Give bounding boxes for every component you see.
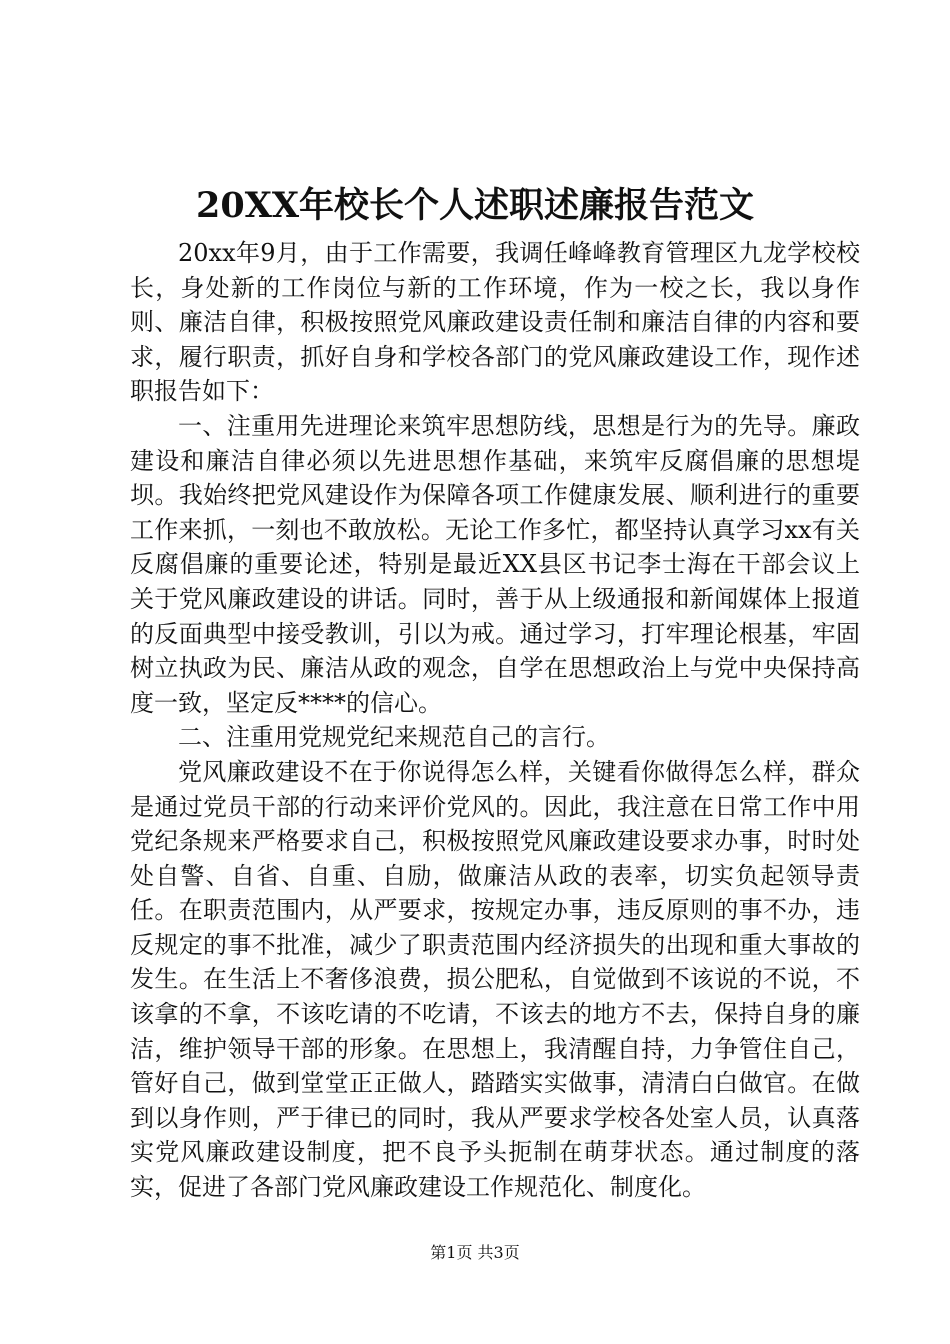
document-body xyxy=(130,236,860,1205)
paragraph-section-one: 一、注重用先进理论来筑牢思想防线，思想是行为的先导。廉政建设和廉洁自律必须以先进思想作基础，来筑牢反腐倡廉的思想堤坝。我始终把党风建设作为保障各项工作健康发展、顺利进行的重要工作来抓，一刻也不敢放松。无论工作多忙，都坚持认真学习xx有关反腐倡廉的重要论述，特别是最近XX县区书记李士海在干部会议上关于党风廉政建设的讲话。同时，善于从上级通报和新闻媒体上报道的反面典型中接受教训，引以为戒。通过学习，打牢理论根基，牢固树立执政为民、廉洁从政的观念，自学在思想政治上与党中央保持高度一致，坚定反****的信心。 xyxy=(130,411,860,717)
paragraph-intro: 20xx年9月，由于工作需要，我调任峰峰教育管理区九龙学校校长，身处新的工作岗位与新的工作环境，作为一校之长，我以身作则、廉洁自律，积极按照党风廉政建设责任制和廉洁自律的内容和要求，履行职责，抓好自身和学校各部门的党风廉政建设工作，现作述职报告如下： xyxy=(130,239,860,406)
document-title: 20XX年校长个人述职述廉报告范文 xyxy=(195,185,755,226)
paragraph-section-two-heading: 二、注重用党规党纪来规范自己的言行。 xyxy=(178,723,610,752)
paragraph-section-two-body: 党风廉政建设不在于你说得怎么样，关键看你做得怎么样，群众是通过党员干部的行动来评价党风的。因此，我注意在日常工作中用党纪条规来严格要求自己，积极按照党风廉政建设要求办事，时时处处自警、自省、自重、自励，做廉洁从政的表率，切实负起领导责任。在职责范围内，从严要求，按规定办事，违反原则的事不办，违反规定的事不批准，减少了职责范围内经济损失的出现和重大事故的发生。在生活上不奢侈浪费，损公肥私，自觉做到不该说的不说，不该拿的不拿，不该吃请的不吃请，不该去的地方不去，保持自身的廉洁，维护领导干部的形象。在思想上，我清醒自持，力争管住自己，管好自己，做到堂堂正正做人，踏踏实实做事，清清白白做官。在做到以身作则，严于律已的同时，我从严要求学校各处室人员，认真落实党风廉政建设制度，把不良予头扼制在萌芽状态。通过制度的落实，促进了各部门党风廉政建设工作规范化、制度化。 xyxy=(130,757,860,1202)
page-footer: 第1页 共3页 xyxy=(430,1243,520,1262)
